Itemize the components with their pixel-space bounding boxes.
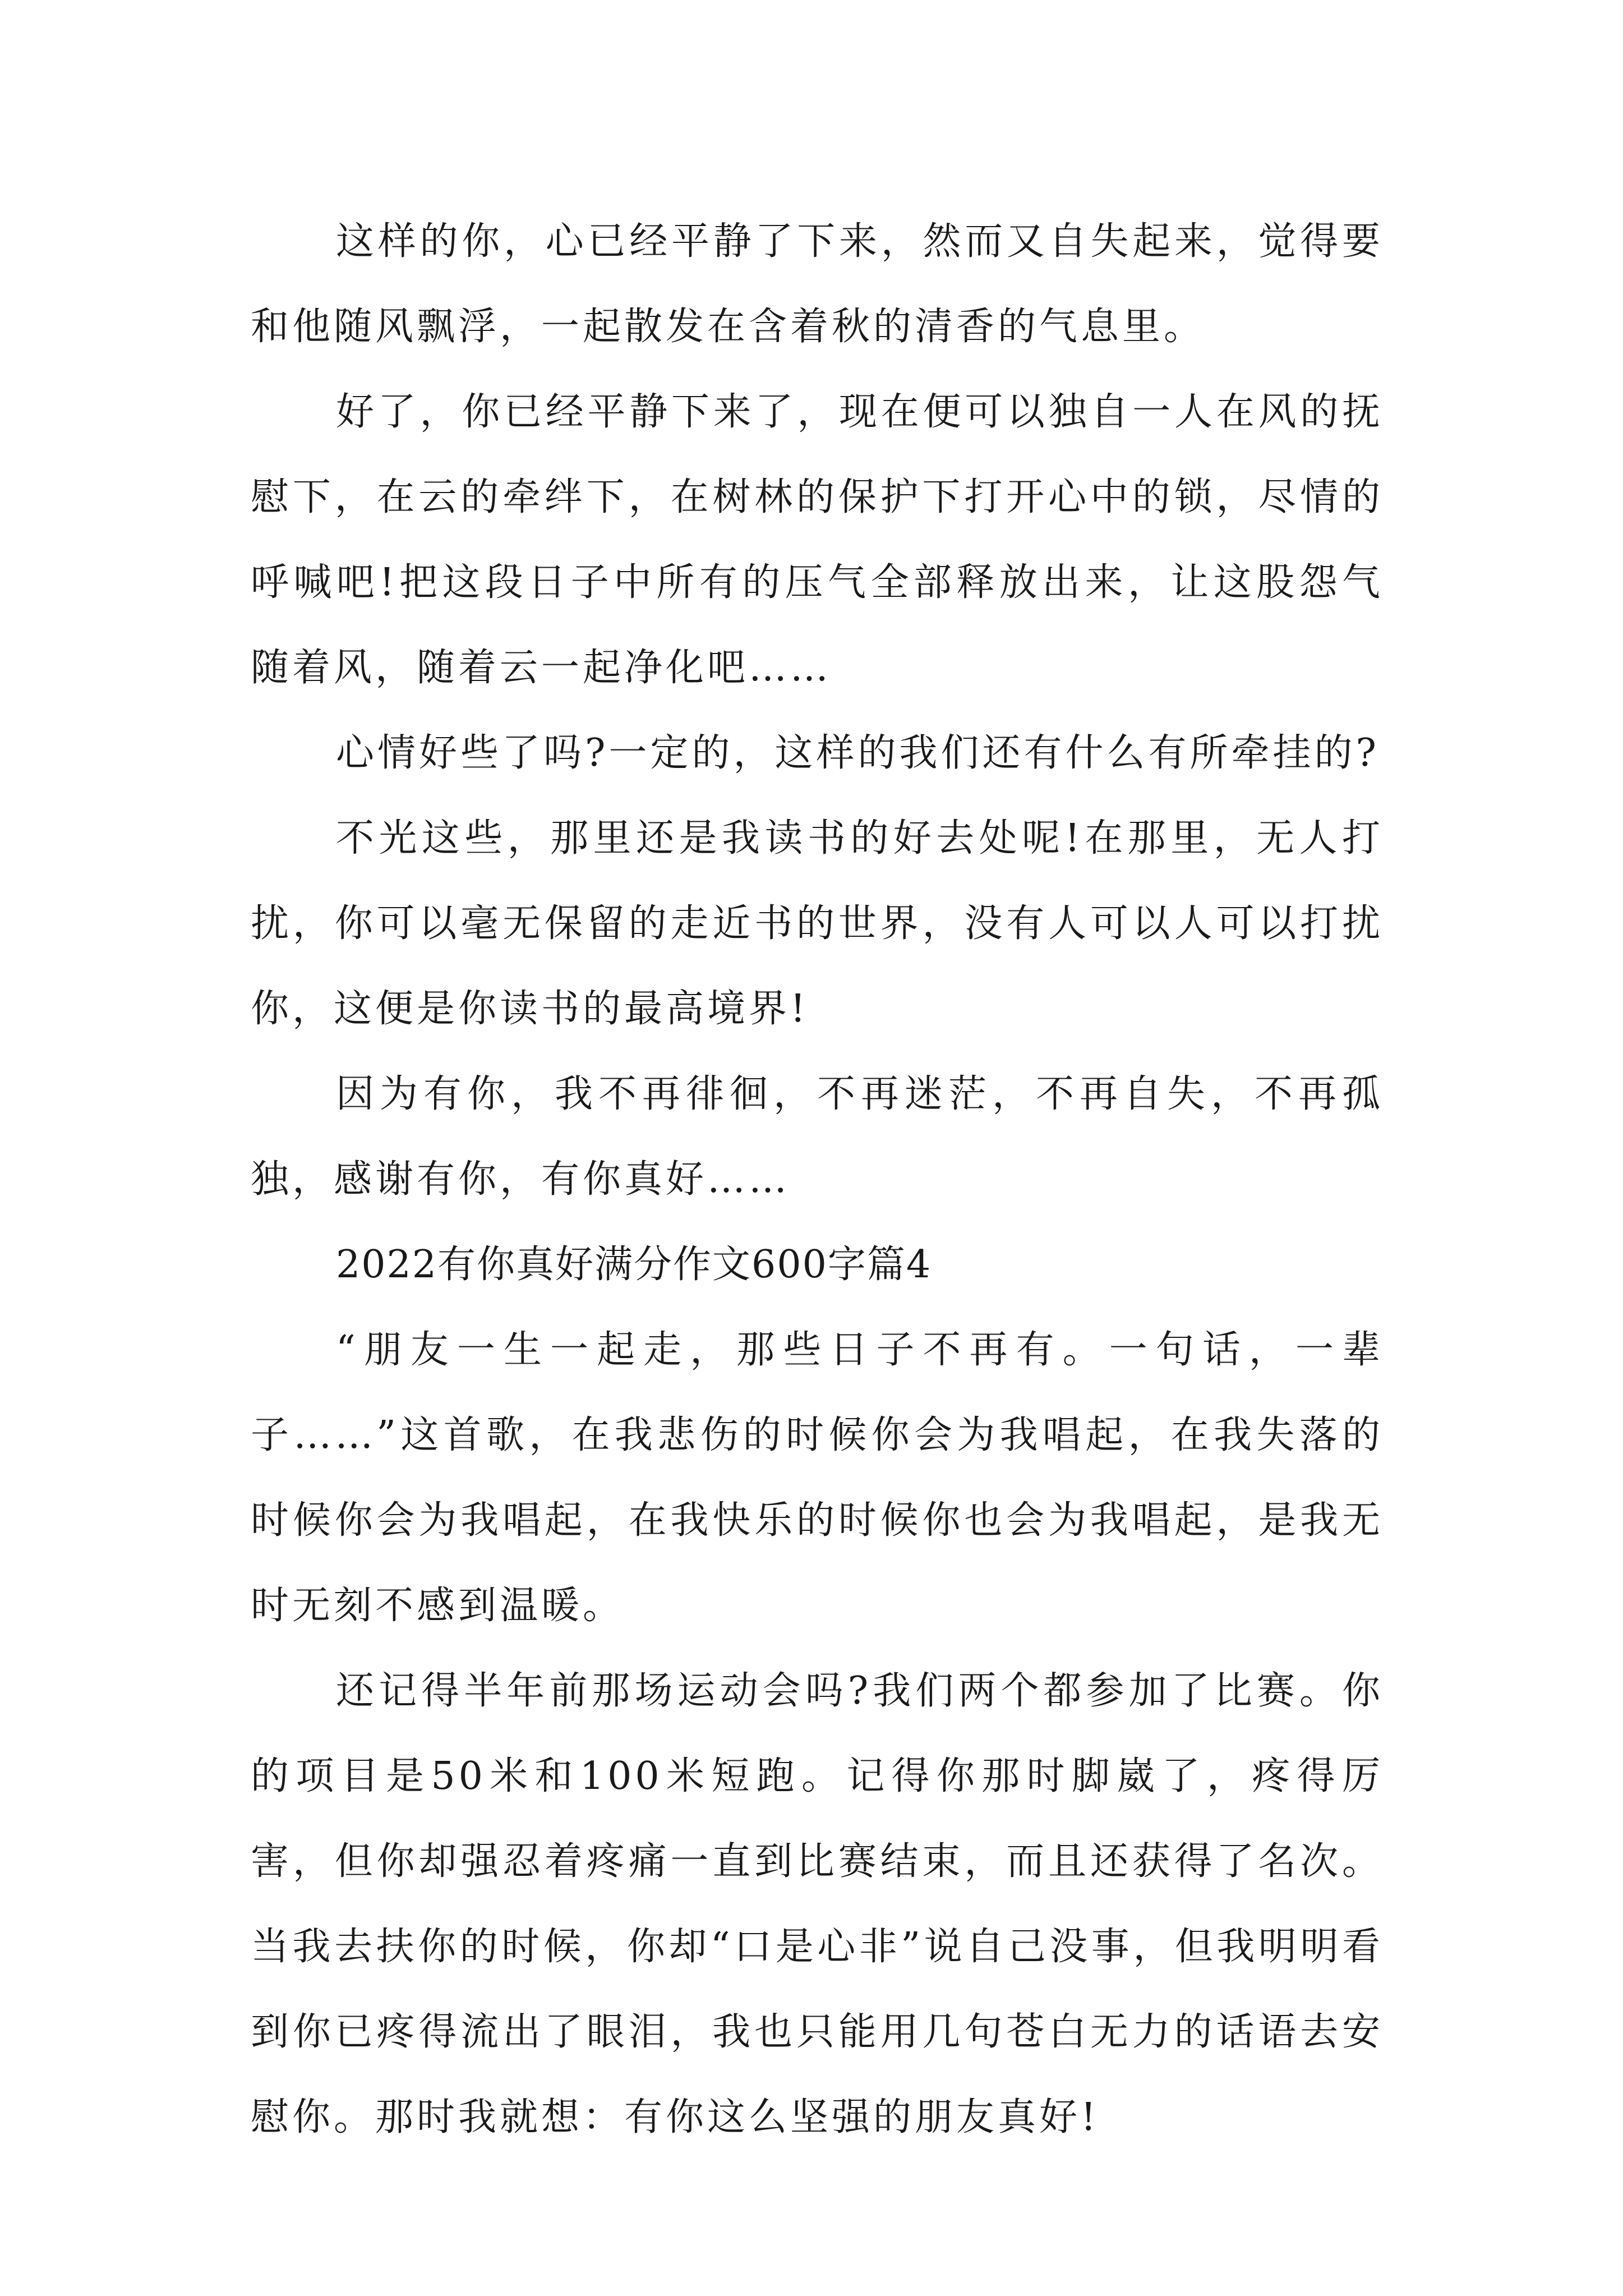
paragraph: 好了，你已经平静下来了，现在便可以独自一人在风的抚慰下，在云的牵绊下，在树林的保护下打开心中的锁，尽情的呼喊吧!把这段日子中所有的压气全部释放出来，让这股怨气随着风，随着云一起净化吧……: [251, 390, 1384, 690]
paragraph: 心情好些了吗?一定的，这样的我们还有什么有所牵挂的?: [336, 731, 1380, 775]
paragraph: 还记得半年前那场运动会吗?我们两个都参加了比赛。你的项目是50米和100米短跑。记得你那时脚崴了，疼得厉害，但你却强忍着疼痛一直到比赛结束，而且还获得了名次。当我去扶你的时候，你却“口是心非”说自己没事，但我明明看到你已疼得流出了眼泪，我也只能用几句苍白无力的话语去安慰你。那时我就想：有你这么坚强的朋友真好!: [251, 1669, 1384, 2139]
paragraph: 因为有你，我不再徘徊，不再迷茫，不再自失，不再孤独，感谢有你，有你真好……: [251, 1072, 1384, 1202]
essay-body: [251, 199, 1384, 2160]
paragraph: 这样的你，心已经平静了下来，然而又自失起来，觉得要和他随风飘浮，一起散发在含着秋的清香的气息里。: [251, 219, 1384, 349]
paragraph: “朋友一生一起走，那些日子不再有。一句话，一辈子……”这首歌，在我悲伤的时候你会为我唱起，在我失落的时候你会为我唱起，在我快乐的时候你也会为我唱起，是我无时无刻不感到温暖。: [251, 1328, 1384, 1628]
paragraph: 不光这些，那里还是我读书的好去处呢!在那里，无人打扰，你可以毫无保留的走近书的世界，没有人可以人可以打扰你，这便是你读书的最高境界!: [251, 816, 1384, 1031]
section-heading: 2022有你真好满分作文600字篇4: [336, 1243, 932, 1287]
